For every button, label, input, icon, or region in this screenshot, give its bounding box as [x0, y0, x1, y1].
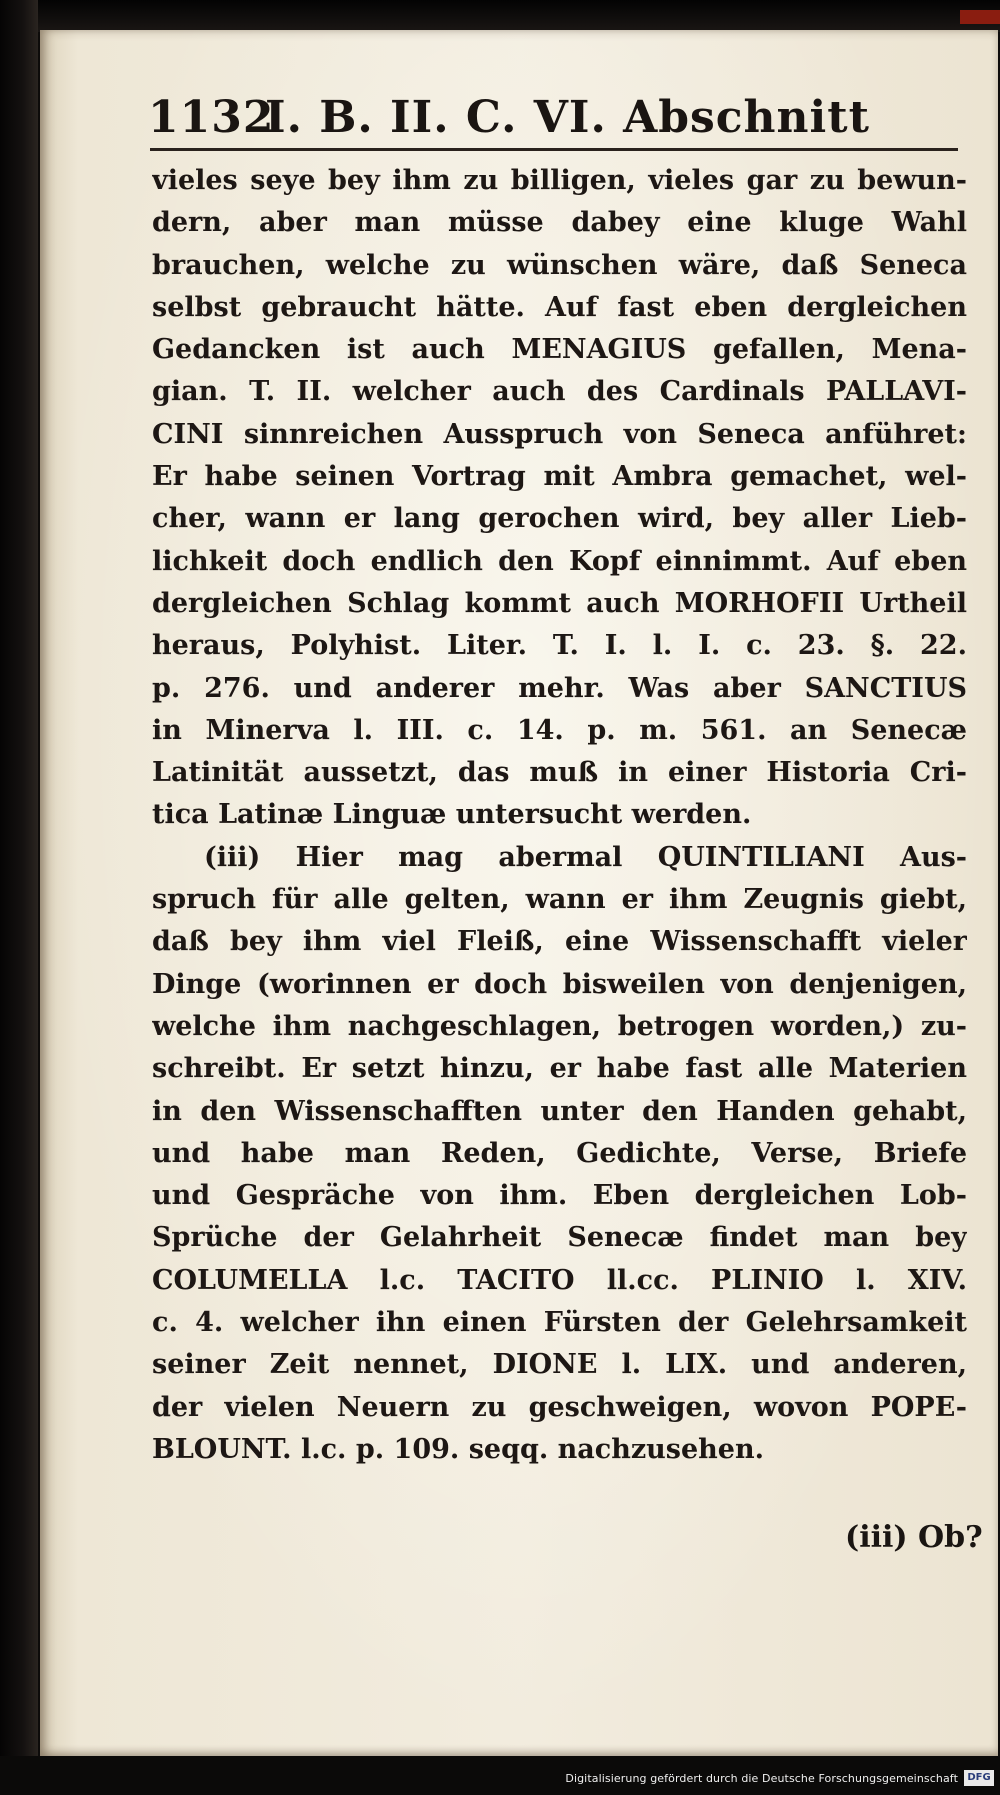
text-line: Dinge (worinnen er doch bisweilen von denjenigen, [152, 968, 967, 1000]
text-line: Sprüche der Gelahrheit Senecæ findet man bey [152, 1222, 967, 1254]
text-line: und habe man Reden, Gedichte, Verse, Briefe [152, 1137, 967, 1169]
text-line: cher, wann er lang gerochen wird, bey aller Lieb- [152, 503, 967, 535]
text-line: dergleichen Schlag kommt auch MORHOFII Urtheil [152, 587, 967, 619]
digitization-credit: Digitalisierung gefördert durch die Deutsche Forschungsgemeinschaft [565, 1772, 958, 1785]
text-line: heraus, Polyhist. Liter. T. I. l. I. c. 23. §. 22. [152, 630, 967, 662]
dfg-logo: DFG [964, 1770, 994, 1786]
text-line: COLUMELLA l.c. TACITO ll.cc. PLINIO l. XIV. [152, 1264, 967, 1296]
text-line: CINI sinnreichen Ausspruch von Seneca anführet: [152, 418, 967, 450]
text-line: daß bey ihm viel Fleiß, eine Wissenschafft vieler [152, 926, 967, 958]
text-line: Latinität aussetzt, das muß in einer Historia Cri- [152, 757, 967, 789]
text-line: lichkeit doch endlich den Kopf einnimmt. Auf eben [152, 545, 967, 577]
header-rule [150, 148, 958, 151]
page-number: 1132 [148, 92, 275, 143]
text-line: in Minerva l. III. c. 14. p. m. 561. an Senecæ [152, 714, 967, 746]
text-line: spruch für alle gelten, wann er ihm Zeugnis giebt, [152, 884, 967, 916]
text-line: und Gespräche von ihm. Eben dergleichen Lob- [152, 1180, 967, 1212]
book-marker-tab [960, 10, 1000, 24]
text-line: welche ihm nachgeschlagen, betrogen worden,) zu- [152, 1010, 967, 1042]
text-line: brauchen, welche zu wünschen wäre, daß Seneca [152, 249, 967, 281]
text-line: schreibt. Er setzt hinzu, er habe fast alle Materien [152, 1053, 967, 1085]
text-line: BLOUNT. l.c. p. 109. seqq. nachzusehen. [152, 1433, 765, 1465]
text-line: tica Latinæ Linguæ untersucht werden. [152, 799, 752, 831]
text-line: p. 276. und anderer mehr. Was aber SANCTIUS [152, 672, 967, 704]
body-text [152, 160, 967, 1471]
book-edge-top [0, 0, 1000, 32]
text-line: dern, aber man müsse dabey eine kluge Wahl [152, 207, 967, 239]
catchword: (iii) Ob? [845, 1520, 983, 1555]
text-line: c. 4. welcher ihn einen Fürsten der Gelehrsamkeit [152, 1307, 967, 1339]
running-title: I. B. II. C. VI. Abschnitt [265, 92, 870, 143]
text-line: gian. T. II. welcher auch des Cardinals PALLAVI- [152, 376, 967, 408]
book-edge-left [0, 0, 38, 1795]
text-line: (iii) Hier mag abermal QUINTILIANI Aus- [204, 841, 967, 873]
text-line: Er habe seinen Vortrag mit Ambra gemachet, wel- [152, 461, 967, 493]
page-header [110, 92, 960, 152]
text-line: der vielen Neuern zu geschweigen, wovon POPE- [152, 1391, 967, 1423]
text-line: vieles seye bey ihm zu billigen, vieles gar zu bewun- [152, 165, 967, 196]
text-line: seiner Zeit nennet, DIONE l. LIX. und anderen, [152, 1349, 967, 1381]
text-line: selbst gebraucht hätte. Auf fast eben dergleichen [152, 291, 967, 323]
text-line: in den Wissenschafften unter den Handen gehabt, [152, 1095, 967, 1127]
text-line: Gedancken ist auch MENAGIUS gefallen, Mena- [152, 334, 967, 366]
